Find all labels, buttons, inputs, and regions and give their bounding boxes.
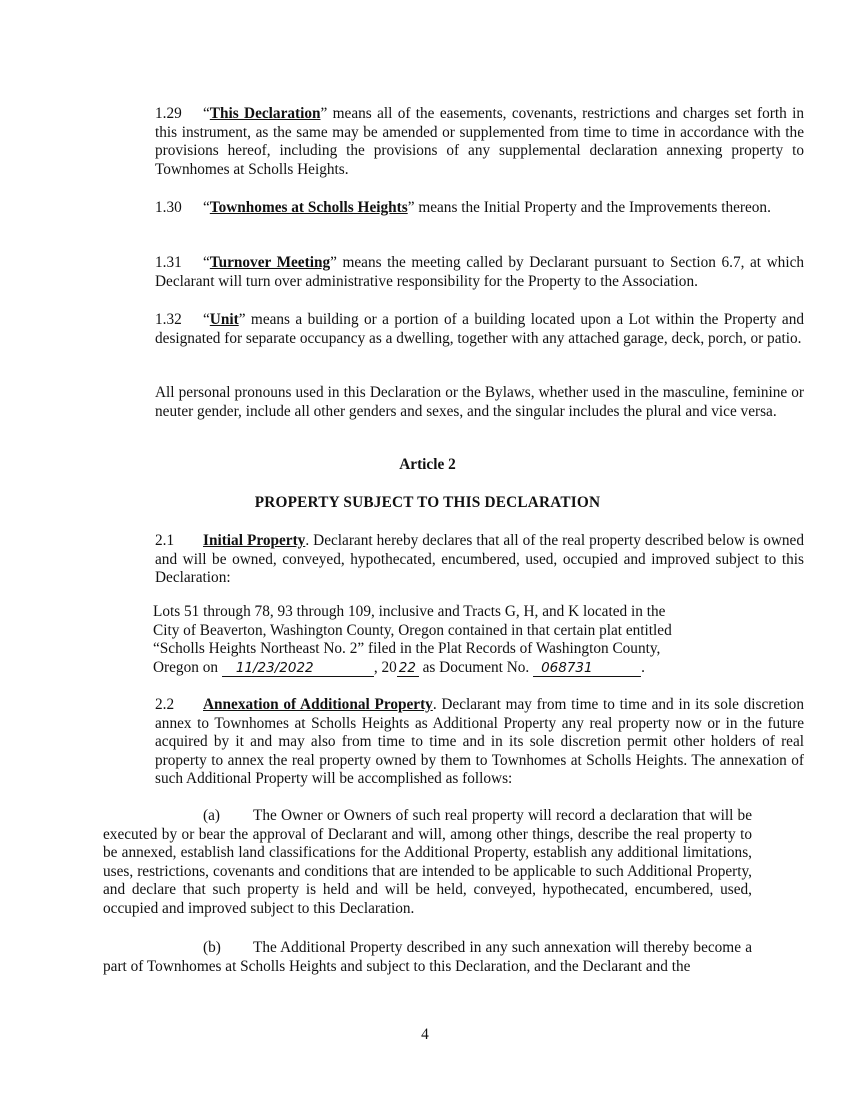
subsection-label: (b) xyxy=(203,939,221,956)
defined-term: This Declaration xyxy=(209,105,321,122)
subsection-b xyxy=(103,939,752,976)
legal-line: “Scholls Heights Northeast No. 2” filed in the Plat Records of Washington County, xyxy=(153,640,661,658)
section-title: Initial Property xyxy=(203,532,306,549)
definition-1-32: 1.32 “Unit” means a building or a portion of a building located upon a Lot within the Property and designated for separate occupancy as a dwelling, together with any attached garage, deck, porch, or patio. xyxy=(155,311,804,347)
subsection-label: (a) xyxy=(203,807,220,824)
definition-text: means a building or a portion of a building located upon a Lot within the Property and designated for separate occupancy as a dwelling, together with any attached garage, deck, porch, or patio. xyxy=(155,311,804,347)
pronouns-paragraph: All personal pronouns used in this Declaration or the Bylaws, whether used in the masculine, feminine or neuter gender, include all other genders and sexes, and the singular includes the plural and vice versa. xyxy=(155,384,804,420)
recorded-date-field: 11/23/2022 xyxy=(222,661,374,677)
legal-description xyxy=(153,603,713,677)
page-number: 4 xyxy=(421,1026,429,1043)
definition-number: 1.29 xyxy=(155,105,182,122)
defined-term: Turnover Meeting xyxy=(209,254,331,271)
definition-number: 1.31 xyxy=(155,254,182,271)
definition-number: 1.32 xyxy=(155,311,182,328)
section-number: 2.1 xyxy=(155,532,175,549)
section-title: Annexation of Additional Property xyxy=(203,696,433,713)
definition-1-31: 1.31 “Turnover Meeting” means the meeting called by Declarant pursuant to Section 6.7, at which Declarant will turn over administrative responsibility for the Property to the Association. xyxy=(155,254,805,290)
article-title: PROPERTY SUBJECT TO THIS DECLARATION xyxy=(254,494,601,511)
legal-line: City of Beaverton, Washington County, Oregon contained in that certain plat entitled xyxy=(153,621,672,639)
section-text: . Declarant hereby declares that all of the real property described below is owned and will be owned, conveyed, hypothecated, encumbered, used, occupied and improved subject to this Declaration: xyxy=(155,532,804,587)
defined-term: Unit xyxy=(209,311,239,328)
definition-number: 1.30 xyxy=(155,199,182,216)
subsection-text: The Owner or Owners of such real property will record a declaration that will be executed by or bear the approval of Declarant and will, among other things, describe the real property to be annexed, establish land classifications for the Additional Property, establish any additional limitations, uses, restrictions, covenants and conditions that are intended to be applicable to such Additional Property, and declare that such property is held and will be held, conveyed, hypothecated, encumbered, used, occupied and improved subject to this Declaration. xyxy=(103,807,752,917)
article-label: Article 2 xyxy=(399,456,456,473)
definition-text: means all of the easements, covenants, restrictions and charges set forth in this instrument, as the same may be amended or supplemented from time to time in accordance with the provisions hereof, including the provisions of any supplemental declaration annexing property to Townhomes at Scholls Heights. xyxy=(155,105,804,178)
defined-term: Townhomes at Scholls Heights xyxy=(209,199,408,216)
definition-1-29: 1.29 “This Declaration” means all of the easements, covenants, restrictions and charges set forth in this instrument, as the same may be amended or supplemented from time to time in accordance with the provisions hereof, including the provisions of any supplemental declaration annexing property to Townhomes at Scholls Heights. xyxy=(155,105,804,178)
document-number-field: 068731 xyxy=(533,661,641,677)
recording-line: Oregon on 11/23/2022 , 20 22 as Document No. 068731 . xyxy=(153,658,645,676)
legal-line: Lots 51 through 78, 93 through 109, inclusive and Tracts G, H, and K located in the xyxy=(153,603,666,620)
recorded-year-field: 22 xyxy=(397,661,419,677)
section-number: 2.2 xyxy=(155,696,175,713)
definition-1-30: 1.30 “Townhomes at Scholls Heights” means the Initial Property and the Improvements thereon. xyxy=(155,199,771,216)
subsection-text: The Additional Property described in any such annexation will thereby become a part of Townhomes at Scholls Heights and subject to this Declaration, and the Declarant and the xyxy=(103,939,752,975)
subsection-a xyxy=(103,807,752,919)
section-text: . Declarant may from time to time and in its sole discretion annex to Townhomes at Scholls Heights as Additional Property any real property now or in the future acquired by it and may also from time to time and in its sole discretion permit other holders of real property to annex the real property owned by them to Townhomes at Scholls Heights. The annexation of such Additional Property will be accomplished as follows: xyxy=(155,696,804,788)
section-2-2 xyxy=(103,696,804,789)
definition-text: means the meeting called by Declarant pursuant to Section 6.7, at which Declarant will turn over administrative responsibility for the Property to the Association. xyxy=(155,254,805,290)
section-2-1 xyxy=(103,532,804,588)
definition-text: means the Initial Property and the Improvements thereon. xyxy=(414,199,771,216)
